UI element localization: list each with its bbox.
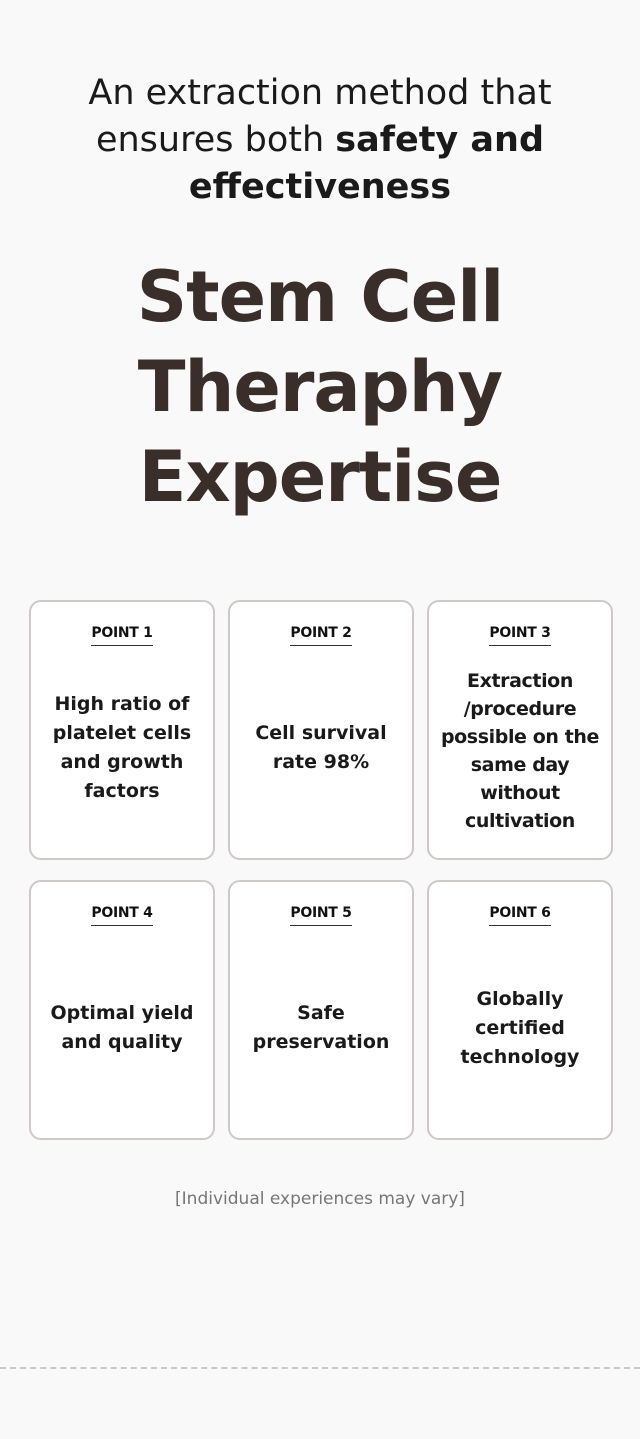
page-title — [0, 252, 640, 522]
intro-line-2 — [0, 117, 640, 164]
point-card-3 — [427, 600, 613, 860]
point-label-wrap — [31, 902, 213, 926]
point-label-wrap — [31, 622, 213, 646]
point-label-wrap — [230, 902, 412, 926]
point-label: POINT 2 — [290, 625, 351, 646]
intro-line-1: An extraction method that — [88, 73, 552, 113]
point-label: POINT 1 — [91, 625, 152, 646]
point-label: POINT 3 — [489, 625, 550, 646]
point-text: Cell survival rate 98% — [255, 722, 387, 773]
intro-line-2-bold: safety and — [335, 120, 545, 160]
point-label: POINT 5 — [290, 905, 351, 926]
title-line-1: Stem Cell — [136, 256, 504, 338]
point-label-wrap — [429, 622, 611, 646]
title-line-3: Expertise — [138, 436, 502, 518]
point-text: Extraction /procedure possible on the same day without cultivation — [440, 670, 600, 832]
disclaimer-note: [Individual experiences may vary] — [175, 1189, 465, 1209]
intro-heading — [0, 70, 640, 211]
intro-line-3: effectiveness — [188, 167, 452, 207]
points-grid — [29, 600, 613, 1140]
point-card-5 — [228, 880, 414, 1140]
title-line-2: Theraphy — [137, 346, 503, 428]
point-card-6 — [427, 880, 613, 1140]
point-label-wrap — [230, 622, 412, 646]
point-text: Globally certified technology — [460, 987, 580, 1068]
point-text: High ratio of platelet cells and growth factors — [52, 693, 192, 802]
intro-line-2-prefix: ensures both — [95, 120, 336, 160]
point-label-wrap — [429, 902, 611, 926]
point-card-4 — [29, 880, 215, 1140]
point-card-2 — [228, 600, 414, 860]
point-text: Safe preservation — [252, 1002, 390, 1053]
point-card-1 — [29, 600, 215, 860]
point-text: Optimal yield and quality — [50, 1002, 194, 1053]
point-label: POINT 4 — [91, 905, 152, 926]
dashed-divider — [0, 1367, 640, 1369]
point-label: POINT 6 — [489, 905, 550, 926]
